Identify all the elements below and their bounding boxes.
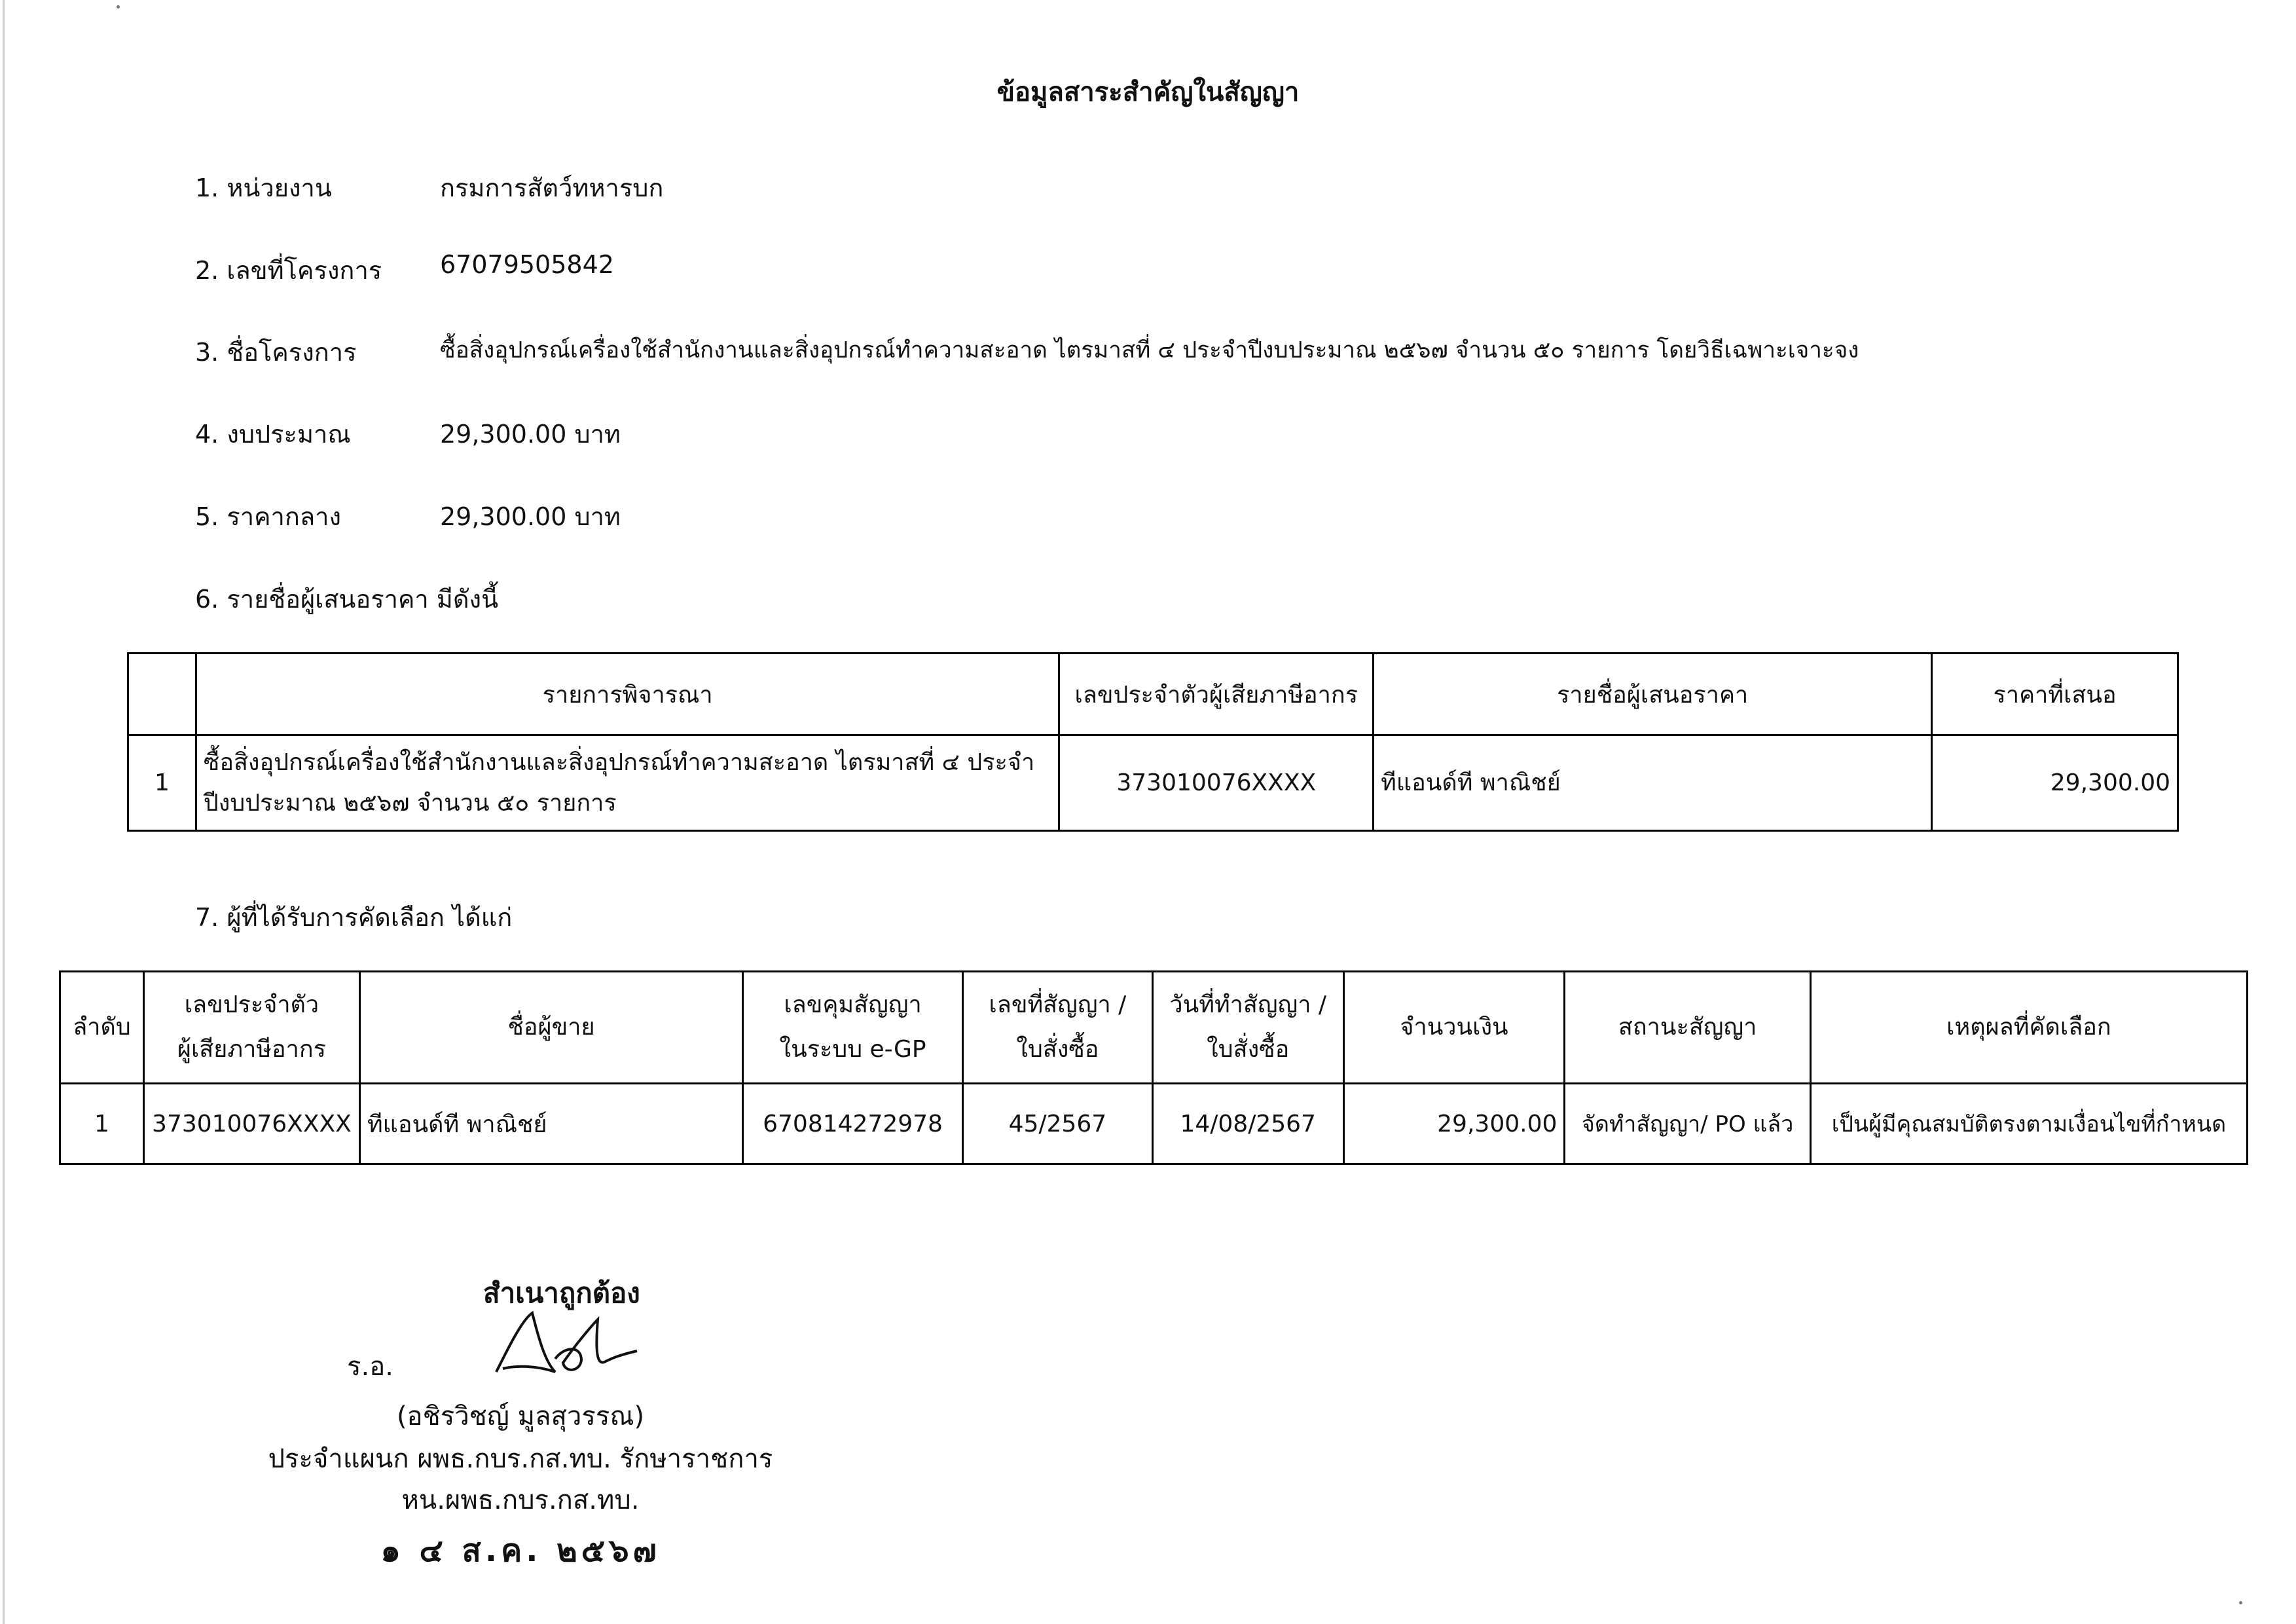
document-title: ข้อมูลสาระสำคัญในสัญญา: [996, 77, 1300, 107]
scan-margin-line: [3, 0, 5, 1624]
table-row: [60, 1084, 2248, 1164]
cell-tax-id: 373010076XXXX: [143, 1084, 359, 1164]
signer-name: (อชิรวิชญ์ มูลสุวรรณ): [396, 1401, 645, 1431]
field-value: 29,300.00 บาท: [440, 420, 621, 449]
selected-vendor-table: [59, 970, 2248, 1165]
bidders-table: [127, 652, 2179, 832]
field-value: 67079505842: [440, 250, 614, 279]
table-header-row: [128, 654, 2178, 735]
cell-status: จัดทำสัญญา/ PO แล้ว: [1565, 1084, 1811, 1164]
field-value: กรมการสัตว์ทหารบก: [440, 174, 664, 202]
cell-amount: 29,300.00: [1343, 1084, 1565, 1164]
field-label: 2. เลขที่โครงการ: [195, 256, 382, 285]
date-stamp: ๑ ๔ ส.ค. ๒๕๖๗: [380, 1532, 661, 1569]
field-value: ซื้อสิ่งอุปกรณ์เครื่องใช้สำนักงานและสิ่งอุปกรณ์ทำความสะอาด ไตรมาสที่ ๔ ประจำปีงบประมาณ ๒๕๖๗ จำนวน ๕๐ รายการ โดยวิธีเฉพาะเจาะจง: [440, 337, 1859, 363]
header-line: ชื่อผู้ขาย: [507, 1014, 595, 1041]
header-line: สถานะสัญญา: [1618, 1014, 1757, 1041]
item-line: ซื้อสิ่งอุปกรณ์เครื่องใช้สำนักงานและสิ่งอุปกรณ์ทำความสะอาด ไตรมาสที่ ๔ ประจำ: [203, 748, 1035, 776]
cell-reason: เป็นผู้มีคุณสมบัติตรงตามเงื่อนไขที่กำหนด: [1810, 1084, 2247, 1164]
cell-bidder: ทีแอนด์ที พาณิชย์: [1374, 735, 1932, 831]
header-line: วันที่ทำสัญญา /: [1169, 991, 1326, 1018]
signature-mark: [483, 1300, 653, 1392]
section7-heading: 7. ผู้ที่ได้รับการคัดเลือก ได้แก่: [195, 903, 513, 932]
header-line: ใบสั่งซื้อ: [1207, 1036, 1290, 1063]
header-cell: [1152, 972, 1343, 1084]
cell-number: 1: [128, 735, 196, 831]
table-header-row: [60, 972, 2248, 1084]
field-label: 3. ชื่อโครงการ: [195, 338, 357, 367]
header-cell: [1343, 972, 1565, 1084]
signer-position-line1: ประจำแผนก ผพธ.กบร.กส.ทบ. รักษาราชการ: [268, 1444, 773, 1474]
signer-position-line2: หน.ผพธ.กบร.กส.ทบ.: [401, 1485, 640, 1515]
header-line: เหตุผลที่คัดเลือก: [1946, 1014, 2111, 1041]
rank-initial: ร.อ.: [347, 1352, 393, 1382]
field-label: 4. งบประมาณ: [195, 420, 351, 449]
header-line: เลขที่สัญญา /: [989, 991, 1127, 1018]
header-line: จำนวนเงิน: [1400, 1014, 1508, 1041]
cell-egp-number: 670814272978: [743, 1084, 963, 1164]
header-cell: [963, 972, 1153, 1084]
header-cell: [1565, 972, 1811, 1084]
cell-item: [196, 735, 1059, 831]
field-label: 5. ราคากลาง: [195, 502, 342, 531]
cell-seller: ทีแอนด์ที พาณิชย์: [359, 1084, 742, 1164]
header-line: ลำดับ: [73, 1014, 131, 1041]
header-cell: รายการพิจารณา: [196, 654, 1059, 735]
section6-heading: 6. รายชื่อผู้เสนอราคา มีดังนี้: [195, 585, 499, 614]
header-cell: ราคาที่เสนอ: [1932, 654, 2178, 735]
scan-speck: [2239, 1601, 2242, 1604]
field-label: 1. หน่วยงาน: [195, 174, 332, 202]
table-row: [128, 735, 2178, 831]
header-cell: [743, 972, 963, 1084]
certified-copy-label: สำเนาถูกต้อง: [483, 1277, 640, 1309]
scan-speck: [117, 5, 120, 9]
header-line: เลขประจำตัว: [184, 991, 319, 1018]
header-cell: [143, 972, 359, 1084]
header-line: ในระบบ e-GP: [779, 1036, 926, 1063]
item-line: ปีงบประมาณ ๒๕๖๗ จำนวน ๕๐ รายการ: [203, 789, 617, 817]
header-cell: [1810, 972, 2247, 1084]
header-cell: เลขประจำตัวผู้เสียภาษีอากร: [1059, 654, 1374, 735]
header-cell: รายชื่อผู้เสนอราคา: [1374, 654, 1932, 735]
cell-number: 1: [60, 1084, 144, 1164]
cell-price: 29,300.00: [1932, 735, 2178, 831]
header-cell: [128, 654, 196, 735]
header-line: ผู้เสียภาษีอากร: [177, 1036, 326, 1063]
cell-contract-number: 45/2567: [963, 1084, 1153, 1164]
header-line: ใบสั่งซื้อ: [1016, 1036, 1099, 1063]
field-value: 29,300.00 บาท: [440, 502, 621, 531]
header-cell: [60, 972, 144, 1084]
header-cell: [359, 972, 742, 1084]
cell-tax-id: 373010076XXXX: [1059, 735, 1374, 831]
cell-contract-date: 14/08/2567: [1152, 1084, 1343, 1164]
header-line: เลขคุมสัญญา: [784, 991, 922, 1018]
